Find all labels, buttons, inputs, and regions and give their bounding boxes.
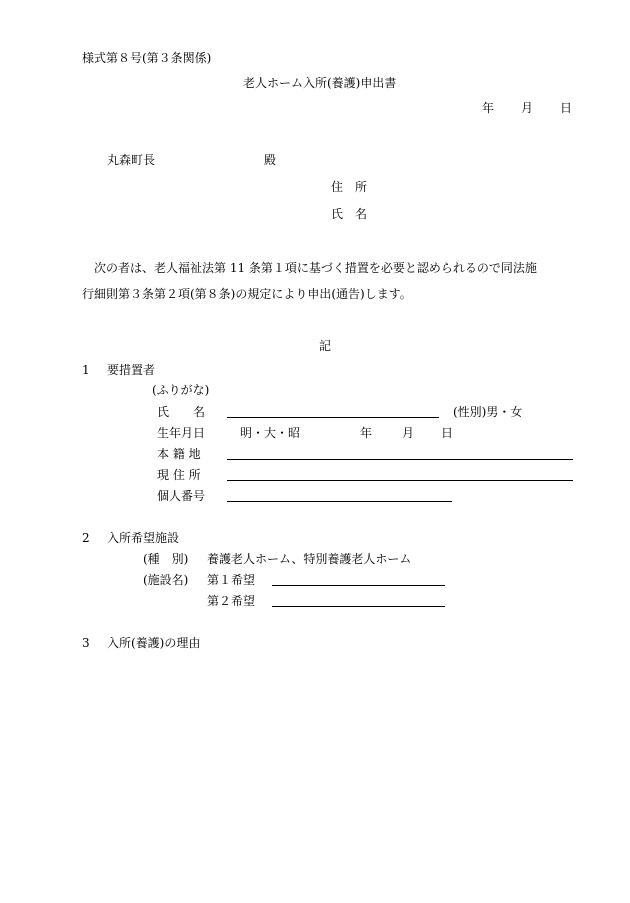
section1-number: 1 — [82, 363, 90, 377]
facility-name-label: (施設名) — [143, 573, 189, 587]
date-year-label: 年 — [482, 101, 495, 115]
current-address-label: 現 住 所 — [157, 468, 201, 482]
personal-number-line[interactable] — [227, 501, 452, 502]
gender-label: (性別)男・女 — [453, 405, 523, 419]
birth-month-label: 月 — [402, 426, 415, 440]
birthdate-label: 生年月日 — [157, 426, 206, 440]
era-options: 明・大・昭 — [240, 426, 301, 440]
form-number: 様式第８号(第３条関係) — [82, 51, 212, 65]
birth-day-label: 日 — [441, 426, 454, 440]
addressee-name: 丸森町長 — [107, 153, 156, 167]
first-choice-label: 第１希望 — [207, 573, 256, 587]
domicile-label: 本 籍 地 — [157, 447, 201, 461]
applicant-name-label: 氏 名 — [331, 207, 368, 221]
furigana-label: (ふりがな) — [152, 383, 210, 397]
section1-heading: 要措置者 — [107, 363, 156, 377]
first-choice-line[interactable] — [272, 585, 445, 586]
form-title: 老人ホーム入所(養護)申出書 — [243, 76, 397, 90]
facility-type-value: 養護老人ホーム、特別養護老人ホーム — [207, 552, 412, 566]
section3-number: 3 — [82, 636, 90, 650]
section2-heading: 入所希望施設 — [107, 531, 180, 545]
date-month-label: 月 — [521, 101, 534, 115]
date-day-label: 日 — [560, 101, 573, 115]
applicant-address-label: 住 所 — [331, 180, 368, 194]
body-text-line-1: 次の者は、老人福祉法第 11 条第１項に基づく措置を必要と認められるので同法施 — [94, 261, 537, 275]
body-text-line-2: 行細則第３条第２項(第８条)の規定により申出(通告)します。 — [82, 287, 412, 301]
ki-heading: 記 — [319, 339, 332, 353]
section2-number: 2 — [82, 531, 90, 545]
current-address-line[interactable] — [227, 480, 573, 481]
second-choice-label: 第２希望 — [207, 594, 256, 608]
person-name-label: 氏 名 — [157, 405, 206, 419]
person-name-line[interactable] — [227, 417, 439, 418]
second-choice-line[interactable] — [272, 606, 445, 607]
facility-type-label: (種 別) — [143, 552, 189, 566]
addressee-honorific: 殿 — [264, 153, 277, 167]
domicile-line[interactable] — [227, 459, 573, 460]
section3-heading: 入所(養護)の理由 — [107, 636, 201, 650]
birth-year-label: 年 — [360, 426, 373, 440]
personal-number-label: 個人番号 — [157, 489, 206, 503]
